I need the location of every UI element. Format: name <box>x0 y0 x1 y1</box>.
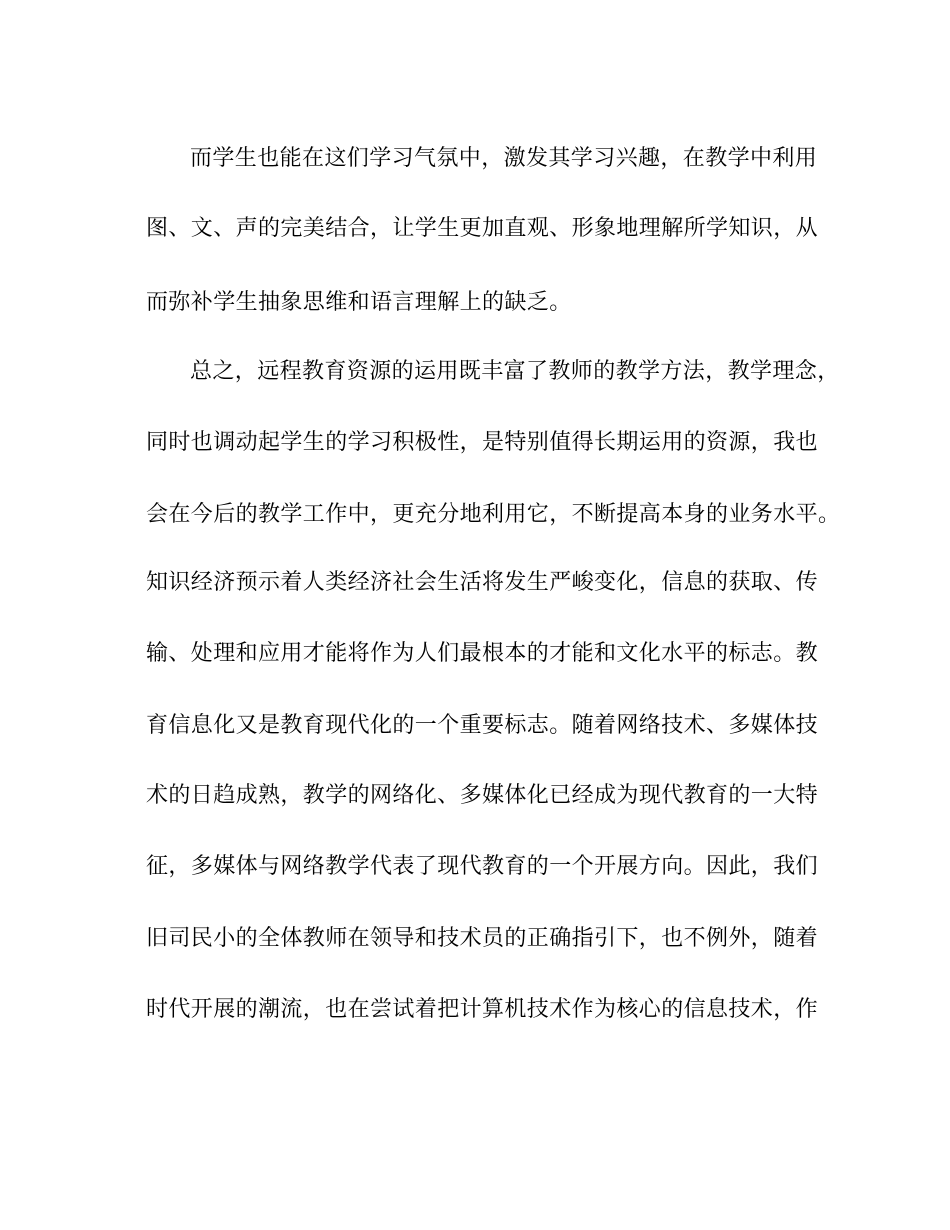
text-line: 征，多媒体与网络教学代表了现代教育的一个开展方向。因此，我们 <box>146 854 819 879</box>
text-line: 育信息化又是教育现代化的一个重要标志。随着网络技术、多媒体技 <box>146 713 819 738</box>
text-line: 术的日趋成熟，教学的网络化、多媒体化已经成为现代教育的一大特 <box>146 783 819 808</box>
text-line: 输、处理和应用才能将作为人们最根本的才能和文化水平的标志。教 <box>146 641 819 666</box>
text-line: 会在今后的教学工作中，更充分地利用它，不断提高本身的业务水平。 <box>146 502 841 527</box>
text-line: 知识经济预示着人类经济社会生活将发生严峻变化，信息的获取、传 <box>146 570 819 595</box>
text-line: 图、文、声的完美结合，让学生更加直观、形象地理解所学知识，从 <box>146 216 819 241</box>
text-line: 而学生也能在这们学习气氛中，激发其学习兴趣，在教学中利用 <box>190 146 818 171</box>
text-line: 同时也调动起学生的学习积极性，是特别值得长期运用的资源，我也 <box>146 430 819 455</box>
text-line: 时代开展的潮流，也在尝试着把计算机技术作为核心的信息技术，作 <box>146 997 819 1022</box>
text-line: 而弥补学生抽象思维和语言理解上的缺乏。 <box>146 290 572 315</box>
text-line: 旧司民小的全体教师在领导和技术员的正确指引下，也不例外，随着 <box>146 926 819 951</box>
text-line: 总之，远程教育资源的运用既丰富了教师的教学方法，教学理念， <box>190 359 840 384</box>
